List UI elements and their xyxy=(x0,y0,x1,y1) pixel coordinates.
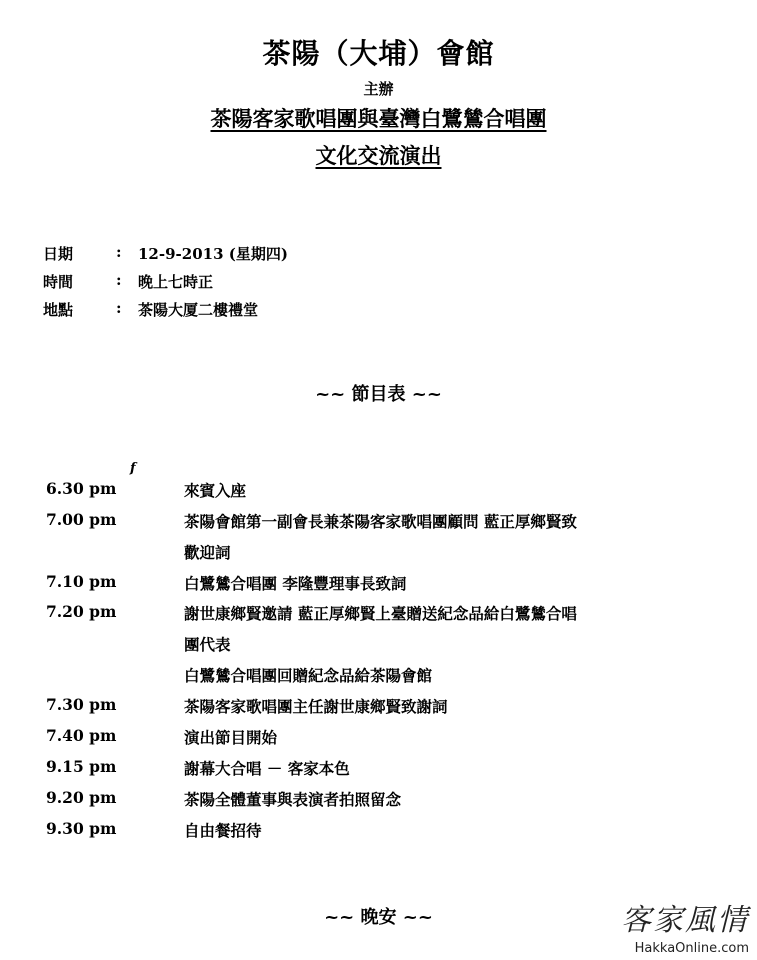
program-text: 白鷺鷥合唱團 李隆豐理事長致詞 xyxy=(184,574,407,593)
program-time: 7.40 pm xyxy=(46,726,117,745)
program-text: 茶陽會館第一副會長兼茶陽客家歌唱團顧問 藍正厚鄉賢致 xyxy=(184,512,577,531)
program-text: 來賓入座 xyxy=(184,481,247,500)
program-time: 9.20 pm xyxy=(46,788,117,807)
handwritten-mark: f xyxy=(130,461,136,476)
page-title: 茶陽（大埔）會館 xyxy=(262,37,495,70)
program-text: 茶陽全體董事與表演者拍照留念 xyxy=(184,790,402,809)
program-time: 9.15 pm xyxy=(46,757,117,776)
program-text: 團代表 xyxy=(184,635,231,654)
info-label: 地點 xyxy=(43,301,74,319)
program-time: 6.30 pm xyxy=(46,479,117,498)
info-colon: : xyxy=(116,243,122,261)
program-text: 茶陽客家歌唱團主任謝世康鄉賢致謝詞 xyxy=(184,697,448,716)
site-watermark xyxy=(621,895,749,956)
watermark-chinese: 客家風情 xyxy=(621,903,749,938)
program-text: 自由餐招待 xyxy=(184,821,262,840)
program-text: 歡迎詞 xyxy=(184,543,231,562)
watermark-url: HakkaOnline.com xyxy=(634,941,749,956)
farewell-text: ~~ 晚安 ~~ xyxy=(324,907,433,928)
program-time: 7.20 pm xyxy=(46,602,117,621)
organizer-label: 主辦 xyxy=(363,80,394,98)
program-text: 演出節目開始 xyxy=(184,728,278,747)
info-colon: : xyxy=(116,299,122,317)
info-value: 茶陽大厦二樓禮堂 xyxy=(138,301,259,319)
program-time: 7.10 pm xyxy=(46,572,117,591)
program-time: 7.30 pm xyxy=(46,695,117,714)
program-time: 9.30 pm xyxy=(46,819,117,838)
info-value: 12-9-2013 (星期四) xyxy=(138,245,288,263)
event-title: 茶陽客家歌唱團與臺灣白鷺鷥合唱團 xyxy=(210,106,547,131)
program-text: 謝世康鄉賢邀請 藍正厚鄉賢上臺贈送紀念品給白鷺鷥合唱 xyxy=(184,604,577,623)
info-label: 時間 xyxy=(43,273,74,291)
info-colon: : xyxy=(116,271,122,289)
program-text: 白鷺鷥合唱團回贈紀念品給茶陽會館 xyxy=(184,666,433,685)
program-text: 謝幕大合唱 － 客家本色 xyxy=(184,759,350,778)
program-time: 7.00 pm xyxy=(46,510,117,529)
program-heading: ~~ 節目表 ~~ xyxy=(315,384,442,405)
info-label: 日期 xyxy=(43,245,74,263)
event-subtitle: 文化交流演出 xyxy=(315,143,442,168)
info-value: 晚上七時正 xyxy=(138,273,214,291)
